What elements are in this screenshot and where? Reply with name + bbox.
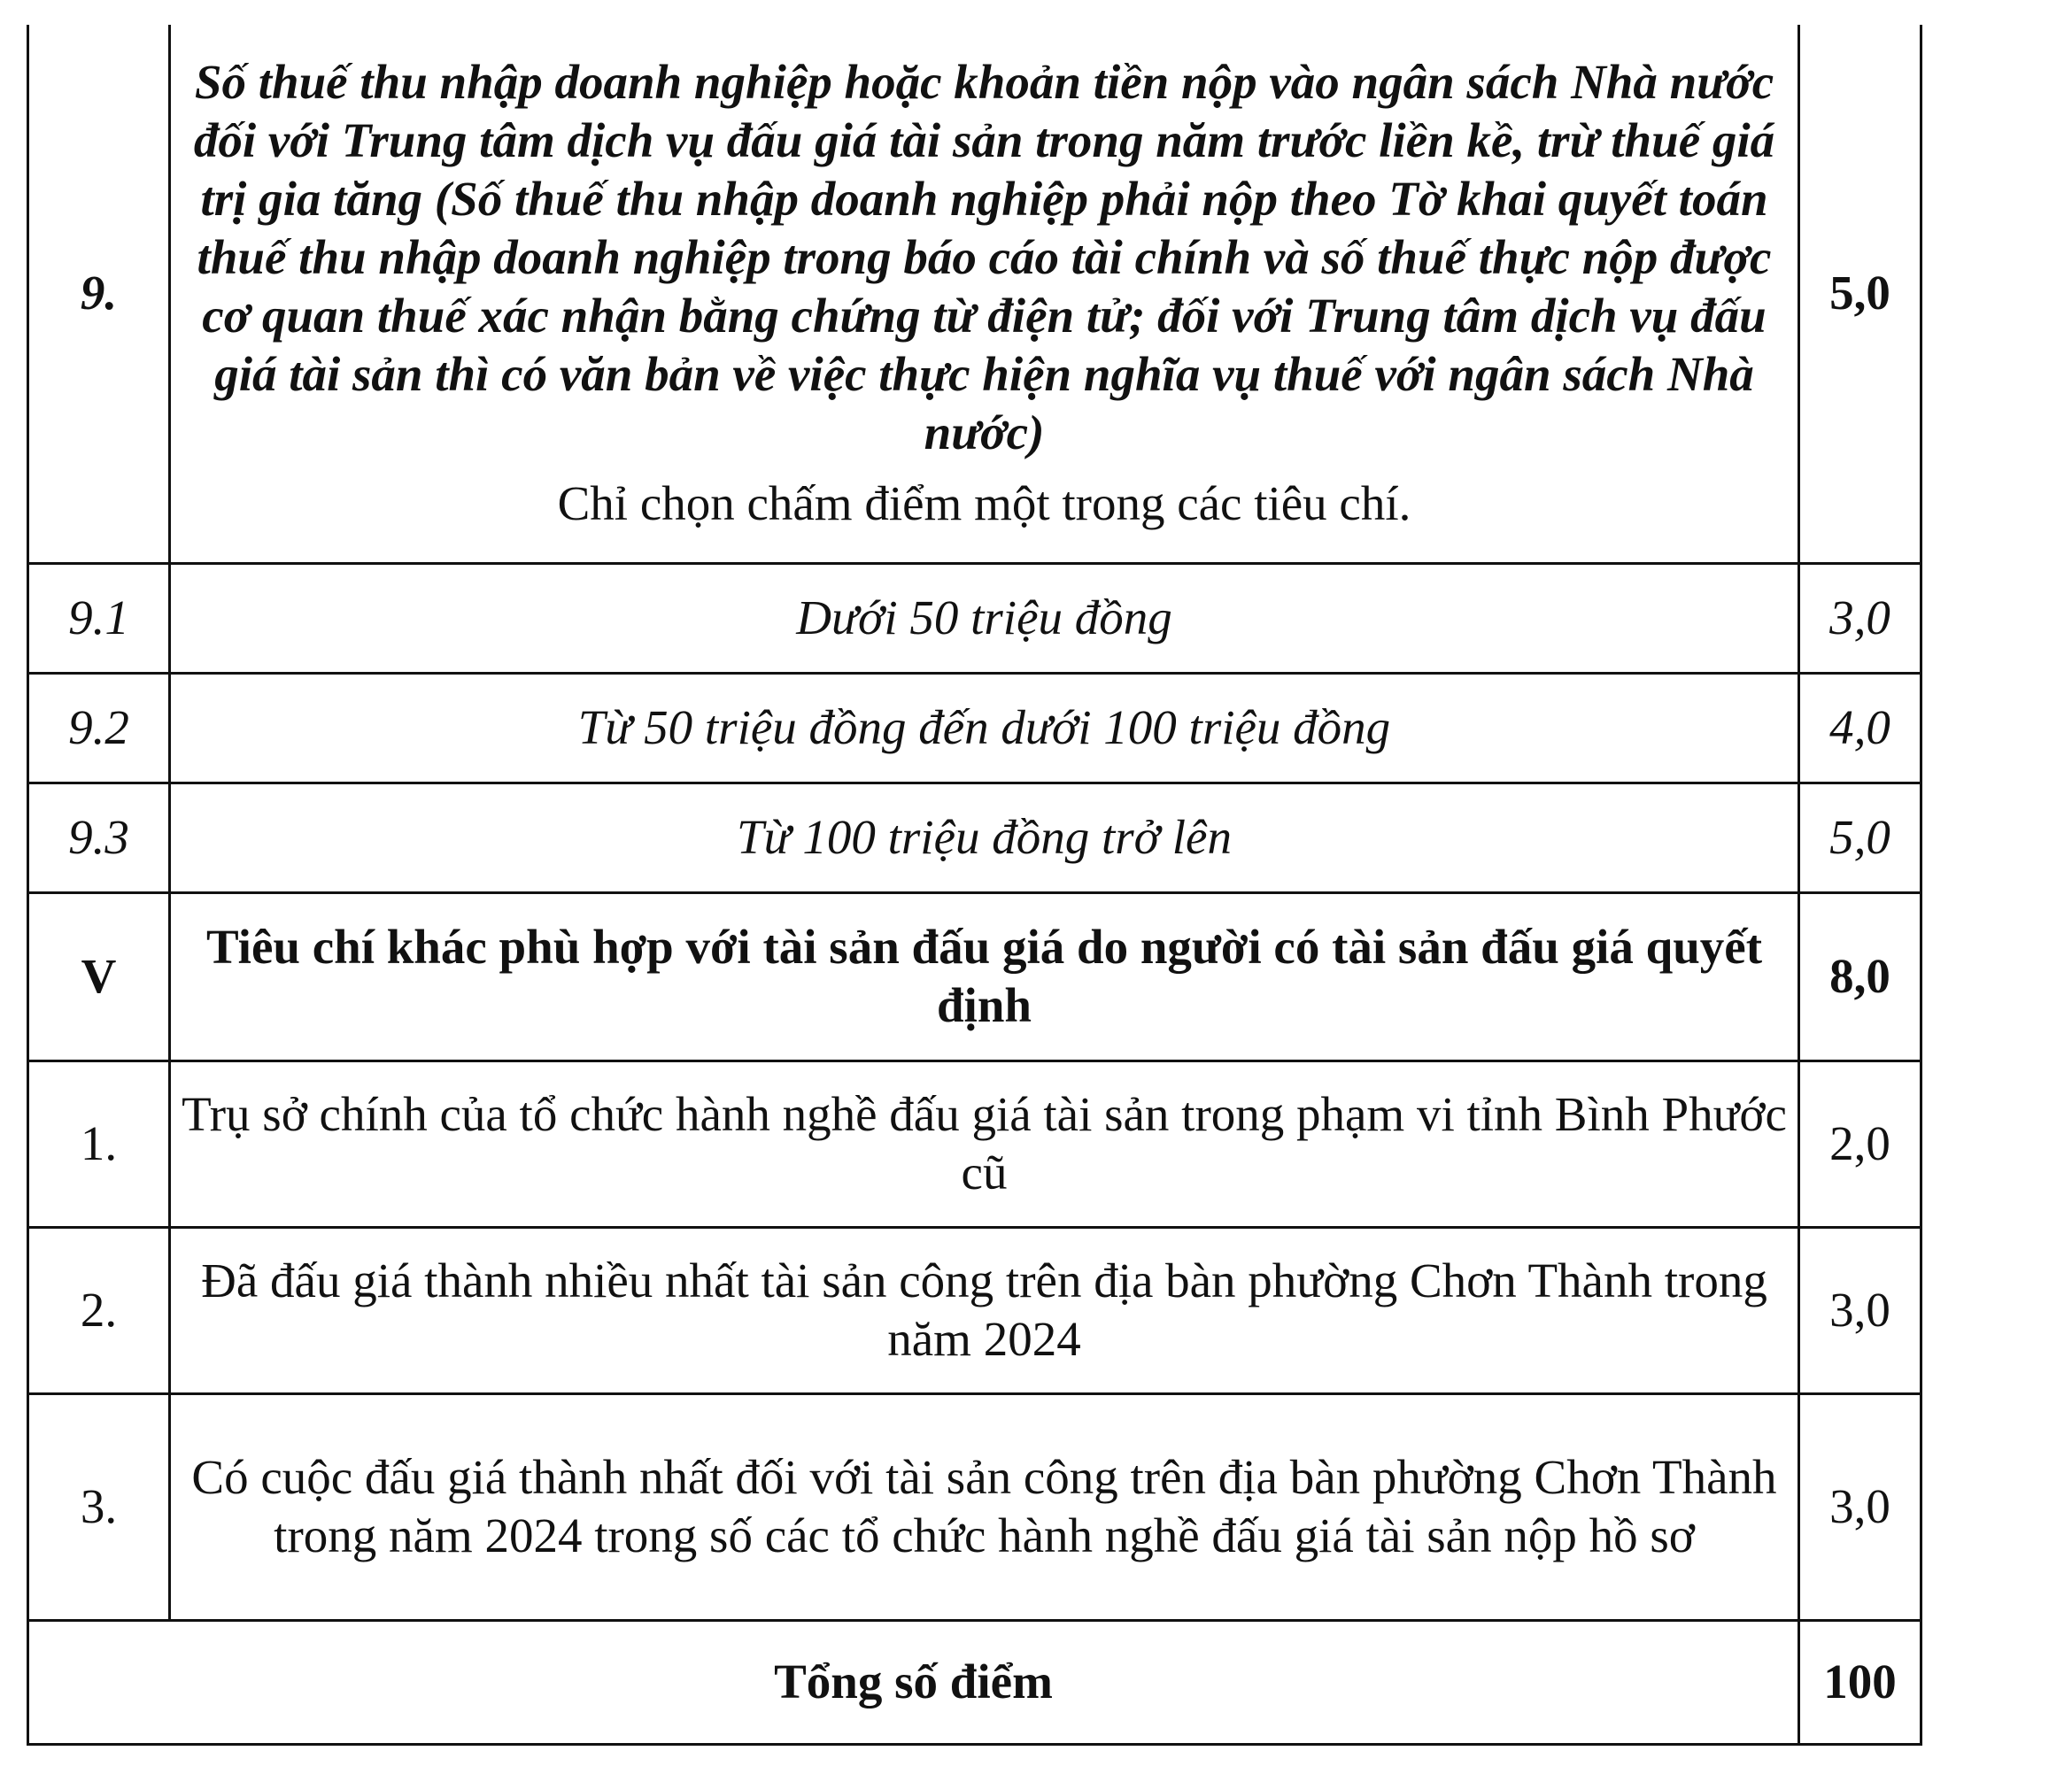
score-cell: 4,0 [1799,673,1921,783]
table-row [28,1061,1921,1227]
criterion-cell: Tiêu chí khác phù hợp với tài sản đấu giá do người có tài sản đấu giá quyết định [170,892,1799,1061]
criterion-cell: Từ 100 triệu đồng trở lên [170,783,1799,892]
table-row [28,563,1921,673]
score-cell: 3,0 [1799,1227,1921,1393]
total-label: Tổng số điểm [28,1620,1799,1744]
row-number: 3. [28,1393,170,1620]
total-score: 100 [1799,1620,1921,1744]
row-number: 9. [28,25,170,563]
total-row [28,1620,1921,1744]
criterion-cell [170,25,1799,563]
table-row [28,25,1921,563]
score-cell: 2,0 [1799,1061,1921,1227]
criterion-text: Số thuế thu nhập doanh nghiệp hoặc khoản tiền nộp vào ngân sách Nhà nước đối với Trung tâm dịch vụ đấu giá tài sản trong năm trước liền kề, trừ thuế giá trị gia tăng (Số thuế thu nhập doanh nghiệp phải nộp theo Tờ khai quyết toán thuế thu nhập doanh nghiệp trong báo cáo tài chính và số thuế thực nộp được cơ quan thuế xác nhận bằng chứng từ điện tử; đối với Trung tâm dịch vụ đấu giá tài sản thì có văn bản về việc thực hiện nghĩa vụ thuế với ngân sách Nhà nước) [193,55,1775,460]
row-number: 2. [28,1227,170,1393]
scoring-table [27,25,1922,1746]
table-row [28,1227,1921,1393]
row-number: 9.2 [28,673,170,783]
criterion-cell: Dưới 50 triệu đồng [170,563,1799,673]
table-row [28,783,1921,892]
score-cell: 3,0 [1799,563,1921,673]
criterion-cell: Đã đấu giá thành nhiều nhất tài sản công trên địa bàn phường Chơn Thành trong năm 2024 [170,1227,1799,1393]
score-cell: 8,0 [1799,892,1921,1061]
row-number: 9.1 [28,563,170,673]
row-number: 9.3 [28,783,170,892]
criterion-cell: Có cuộc đấu giá thành nhất đối với tài sản công trên địa bàn phường Chơn Thành trong năm 2024 trong số các tổ chức hành nghề đấu giá tài sản nộp hồ sơ [170,1393,1799,1620]
row-number: 1. [28,1061,170,1227]
score-cell: 5,0 [1799,25,1921,563]
criterion-note: Chỉ chọn chấm điểm một trong các tiêu chí. [557,476,1411,531]
table-row [28,1393,1921,1620]
criterion-cell: Từ 50 triệu đồng đến dưới 100 triệu đồng [170,673,1799,783]
score-cell: 3,0 [1799,1393,1921,1620]
table-row [28,892,1921,1061]
score-cell: 5,0 [1799,783,1921,892]
row-number: V [28,892,170,1061]
criterion-cell: Trụ sở chính của tổ chức hành nghề đấu giá tài sản trong phạm vi tỉnh Bình Phước cũ [170,1061,1799,1227]
table-row [28,673,1921,783]
